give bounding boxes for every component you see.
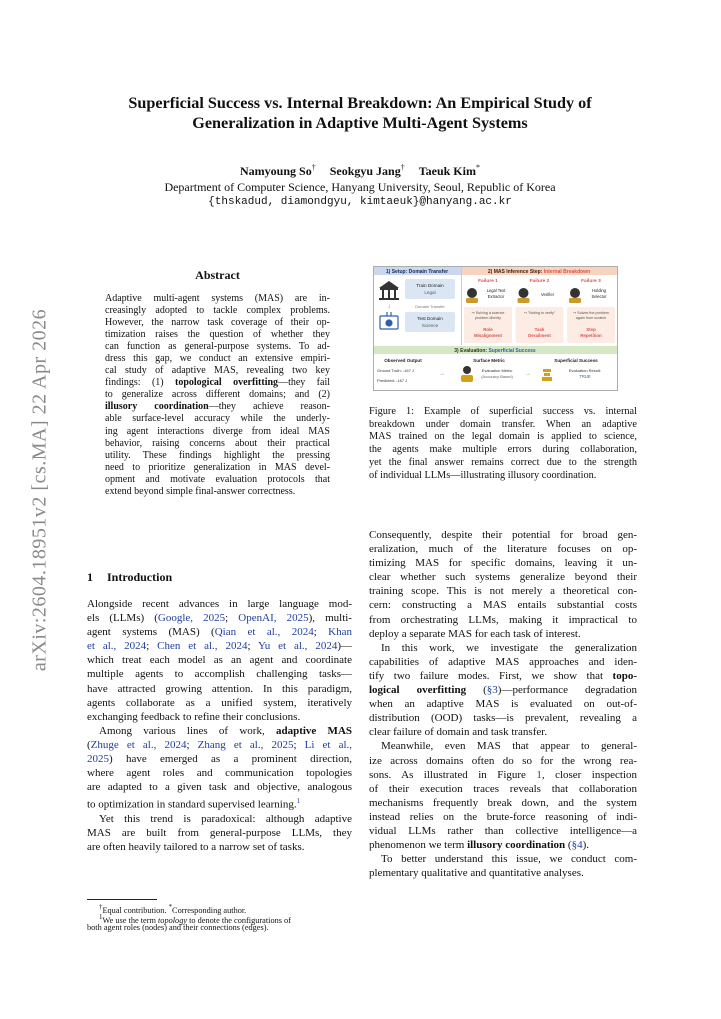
fig-eval-result: Evaluation Result: — [568, 368, 602, 373]
fig-test-value: Science — [421, 323, 439, 328]
abstract-line: need to prioritize generalization in MAS devel- — [105, 461, 330, 473]
citation-link[interactable]: 2025 — [87, 753, 109, 766]
abstract-line: extend beyond simple final-answer correctness. — [105, 485, 296, 497]
fig-eval-title: 3) Evaluation: Superficial Success — [454, 348, 536, 354]
abstract-line: cal study of adaptive MAS, revealing two key — [105, 365, 330, 377]
text-line: et al., 2024; Chen et al., 2024; Yu et al., 2024)— — [87, 640, 352, 653]
caption-line: yet the final answer remains correct due to the strength — [369, 456, 637, 468]
citation-link[interactable]: Qian et al., 2024 — [214, 626, 314, 639]
abstract-line: However, the narrow task coverage of their op- — [105, 317, 330, 329]
caption-line: Figure 1: Example of superficial success vs. internal — [369, 406, 637, 417]
footnote-1-cont: both agent roles (nodes) and their connections (edges). — [87, 923, 269, 932]
caption-line: MAS trained on the legal domain is applied to science, — [369, 431, 637, 443]
arrow-right-icon: → — [525, 371, 531, 377]
abstract-line: Adaptive multi-agent systems (MAS) are in- — [105, 293, 330, 304]
caption-line: the agents make multiple errors during collaboration, — [369, 444, 637, 456]
fig-domain-transfer: Domain Transfer — [415, 304, 445, 309]
affiliation: Department of Computer Science, Hanyang University, Seoul, Republic of Korea — [164, 180, 556, 194]
agent-body-icon — [518, 298, 530, 303]
text-line: MAS are built from general-purpose LLMs, they — [87, 827, 352, 840]
fig-failure-label: Task — [534, 327, 545, 332]
agent-body-icon — [569, 298, 581, 303]
fig-agent-name: Selector — [591, 294, 607, 299]
fig-failure-label: Role — [483, 327, 493, 332]
abstract-line: ing agent interactions diverge from ideal MAS — [105, 425, 330, 437]
text-line: instead relies on the brute-force reasoning of indi- — [369, 810, 637, 823]
fig-test-domain: Test Domain — [417, 316, 443, 321]
fig-failure-note: ↪ Solves the problem — [573, 311, 609, 315]
footnote-equal-contribution: †Equal contribution. *Corresponding author. — [99, 904, 247, 915]
citation-link[interactable]: §3 — [486, 684, 498, 697]
text-line: deploy a separate MAS for each task of interest. — [369, 627, 581, 640]
abstract-line: findings: (1) topological overfitting—they fail — [105, 377, 330, 389]
intro-left-column — [87, 597, 352, 854]
text-line: sons. As illustrated in Figure 1, closer inspection — [369, 768, 637, 781]
text-line: To better understand this issue, we conduct com- — [381, 853, 637, 866]
fig-test-domain-box — [405, 312, 455, 332]
text-line: (Zhuge et al., 2024; Zhang et al., 2025; Li et al., — [87, 738, 352, 751]
text-line: vidual LLMs rather than collective intelligence—a — [369, 824, 637, 837]
abstract-line: able surface-level accuracy while the underly- — [105, 413, 330, 425]
fig-eval-result-value: TRUE — [579, 374, 591, 379]
fig-failure-title: Failure 2 — [529, 279, 550, 284]
text-line: clear whether such systems generalize beyond their — [369, 571, 637, 584]
text-line: Alongside recent advances in large language mod- — [87, 598, 352, 610]
text-line: cern: constructing a MAS entails substantial costs — [369, 599, 637, 612]
text-line: capabilities of adaptive MAS approaches and iden- — [369, 655, 637, 668]
author-3: Taeuk Kim — [418, 164, 476, 178]
fig-train-value: Legal — [424, 290, 436, 295]
text-line: Among various lines of work, adaptive MAS — [99, 724, 352, 737]
author-1: Namyoung So — [240, 164, 312, 178]
text-line: when an adaptive MAS is evaluated on out-of- — [369, 698, 637, 711]
text-line: agents collaborate as a unified system, iteratively — [87, 696, 352, 709]
text-line: ize across domains often do so for the wrong rea- — [369, 754, 637, 767]
text-line: plementary qualitative and quantitative analyses. — [369, 867, 584, 880]
paper-title: Superficial Success vs. Internal Breakdown: An Empirical Study of Generalization in Adaptive Multi-Agent Systems — [128, 94, 592, 132]
text-line: have attracted growing attention. In this paradigm, — [87, 682, 352, 695]
abstract-line: to generalize across different domains; and (2) — [105, 389, 330, 401]
fig-failure-note: problem directly — [474, 316, 502, 320]
abstract-line: utility. These findings highlight the pressing — [105, 449, 330, 461]
fig-observed-output: Observed Output — [384, 358, 422, 363]
agent-icon — [519, 288, 529, 298]
fig-failure-label: Step — [586, 327, 596, 332]
agent-body-icon — [466, 298, 478, 303]
citation-link[interactable]: Khan — [328, 626, 352, 639]
text-line: Consequently, despite their potential for broad gen- — [369, 529, 637, 541]
fig-agent-name: Extractor — [487, 294, 505, 299]
text-line: phenomenon we term illusory coordination (§4). — [369, 839, 589, 852]
text-line: are adapted to a given task and objective, analogous — [87, 781, 352, 794]
fig-failure-note: again from scratch — [575, 316, 607, 320]
text-line: agent systems (MAS) (Qian et al., 2024; Khan — [87, 626, 352, 639]
footnote-ref[interactable]: 1 — [296, 797, 301, 806]
text-line: from orchestrating LLMs, making it impractical to — [369, 613, 637, 626]
text-line: where agent roles and communication topologies — [87, 767, 352, 780]
fig-agent-name: Legal Text — [486, 288, 506, 293]
author-emails: {thskadud, diamondgyu, kimtaeuk}@hanyang.ac.kr — [208, 196, 512, 208]
fig-train-domain: Train Domain — [416, 283, 444, 288]
text-line: of their execution traces reveals that collaboration — [369, 782, 637, 795]
fig-superficial-success: Superficial Success — [554, 358, 598, 363]
fig-train-domain-box — [405, 279, 455, 299]
fig-inference-title: 2) MAS Inference Step: Internal Breakdown — [487, 269, 591, 275]
fig-eval-metric-sub: (Accuracy Based) — [481, 374, 513, 379]
fig-failure-note: ↪ "Noting to verify" — [523, 311, 556, 315]
abstract-line: illusory coordination—they achieve reason- — [105, 401, 330, 413]
text-line: exchanging feedback to refine their conclusions. — [87, 710, 301, 723]
text-line: In this work, we investigate the generalization — [381, 641, 637, 654]
abstract-heading: Abstract — [195, 268, 240, 282]
citation-link[interactable]: Zhuge et al., 2024 — [90, 738, 187, 751]
fig-failure-label: Misalignment — [473, 333, 503, 338]
abstract-line: behavior, raising concerns about their practical — [105, 437, 330, 449]
abstract-line: creasingly adopted to tackle complex problems. — [105, 305, 330, 317]
footnote-1: $^1$We use the term topology to denote the configurations of — [99, 914, 291, 925]
intro-right-column — [369, 528, 637, 880]
fig-eval-metric: Evaluation Metric — [481, 368, 513, 373]
fig-failure-note: ↪ Solving a science — [471, 311, 505, 315]
fig-failure-title: Failure 3 — [581, 279, 601, 284]
text-line: distribution (OOD) tasks—is prevalent, revealing a — [369, 712, 637, 725]
footnote-rule — [87, 899, 157, 900]
fig-agent-name: Verifier — [540, 292, 555, 297]
agent-icon — [467, 288, 477, 298]
caption-line: of individual LLMs—illustrating illusory coordination. — [369, 469, 597, 481]
text-line: multiple agents to accomplish challenging tasks— — [87, 668, 352, 681]
figure-1 — [373, 266, 618, 392]
fig-setup-title: 1) Setup: Domain Transfer — [385, 269, 449, 275]
citation-link[interactable]: Li et al., — [304, 738, 352, 751]
text-line: tify two failure modes. First, we show that topo- — [369, 669, 637, 682]
abstract-line: can function as general-purpose systems. To ad- — [105, 341, 330, 353]
text-line: eralization, much of the literature focuses on op- — [369, 543, 637, 556]
citation-link[interactable]: OpenAI, 2025 — [238, 612, 309, 625]
section-heading-introduction: 1 Introduction — [87, 570, 173, 584]
author-list: Namyoung So† Seokgyu Jang† Taeuk Kim* — [240, 163, 480, 178]
citation-link[interactable]: §4 — [571, 839, 583, 852]
fig-surface-metric: Surface Metric — [473, 358, 505, 363]
fig-failure-title: Failure 1 — [478, 279, 498, 284]
fig-failure-label: Derailment — [528, 333, 551, 338]
text-line: Meanwhile, even MAS that appear to general- — [381, 740, 637, 753]
citation-link[interactable]: et al., 2024 — [87, 640, 147, 653]
text-line: timizing MAS for specific domains, leaving it un- — [369, 557, 637, 570]
figure-1-caption — [369, 406, 637, 482]
citation-link[interactable]: Zhang et al., 2025 — [197, 738, 294, 751]
abstract-body — [105, 293, 330, 498]
text-line: els (LLMs) (Google, 2025; OpenAI, 2025), multi- — [87, 612, 352, 625]
fig-ground-truth: Ground Truth: -167 J — [377, 368, 414, 373]
text-line: 2025) have emerged as a prominent direction, — [87, 753, 352, 766]
text-line: logical overfitting (§3)—performance degradation — [369, 684, 637, 697]
text-line: training scope. This is not merely a theoretical con- — [369, 585, 637, 598]
text-line: which treat each model as an agent and coordinate — [87, 654, 352, 667]
fig-agent-name: Holding — [592, 288, 606, 293]
fig-predicted: Predicted: -167 J — [377, 378, 408, 383]
text-line: to optimization in standard supervised learning.$^1$ — [87, 797, 301, 811]
arxiv-identifier: arXiv:2604.18951v2 [cs.MA] 22 Apr 2026 — [28, 308, 51, 672]
caption-line: breakdown under domain transfer. When an adaptive — [369, 418, 637, 430]
text-line: Yet this trend is paradoxical: although adaptive — [99, 813, 352, 826]
text-line: mechanisms frequently break down, and the system — [369, 796, 637, 809]
author-2: Seokgyu Jang — [329, 164, 401, 178]
citation-link[interactable]: Chen et al., 2024 — [157, 640, 248, 653]
abstract-line: opment and motivate evaluation protocols that — [105, 473, 330, 485]
arrow-down-icon: ↓ — [387, 304, 391, 310]
citation-link[interactable]: 1 — [536, 768, 542, 781]
abstract-line: dress this gap, we conduct an extensive empiri- — [105, 353, 330, 365]
agent-icon — [570, 288, 580, 298]
citation-link[interactable]: Google, 2025 — [157, 612, 226, 625]
text-line: are often heavily tailored to a narrow set of tasks. — [87, 841, 305, 854]
text-line: clear failure of domain and task transfer. — [369, 726, 548, 739]
citation-link[interactable]: Yu et al., 2024 — [258, 640, 338, 653]
abstract-line: timization raises the question of whether they — [105, 329, 330, 341]
arrow-right-icon: → — [439, 371, 445, 377]
fig-failure-label: Repetition — [580, 333, 602, 338]
